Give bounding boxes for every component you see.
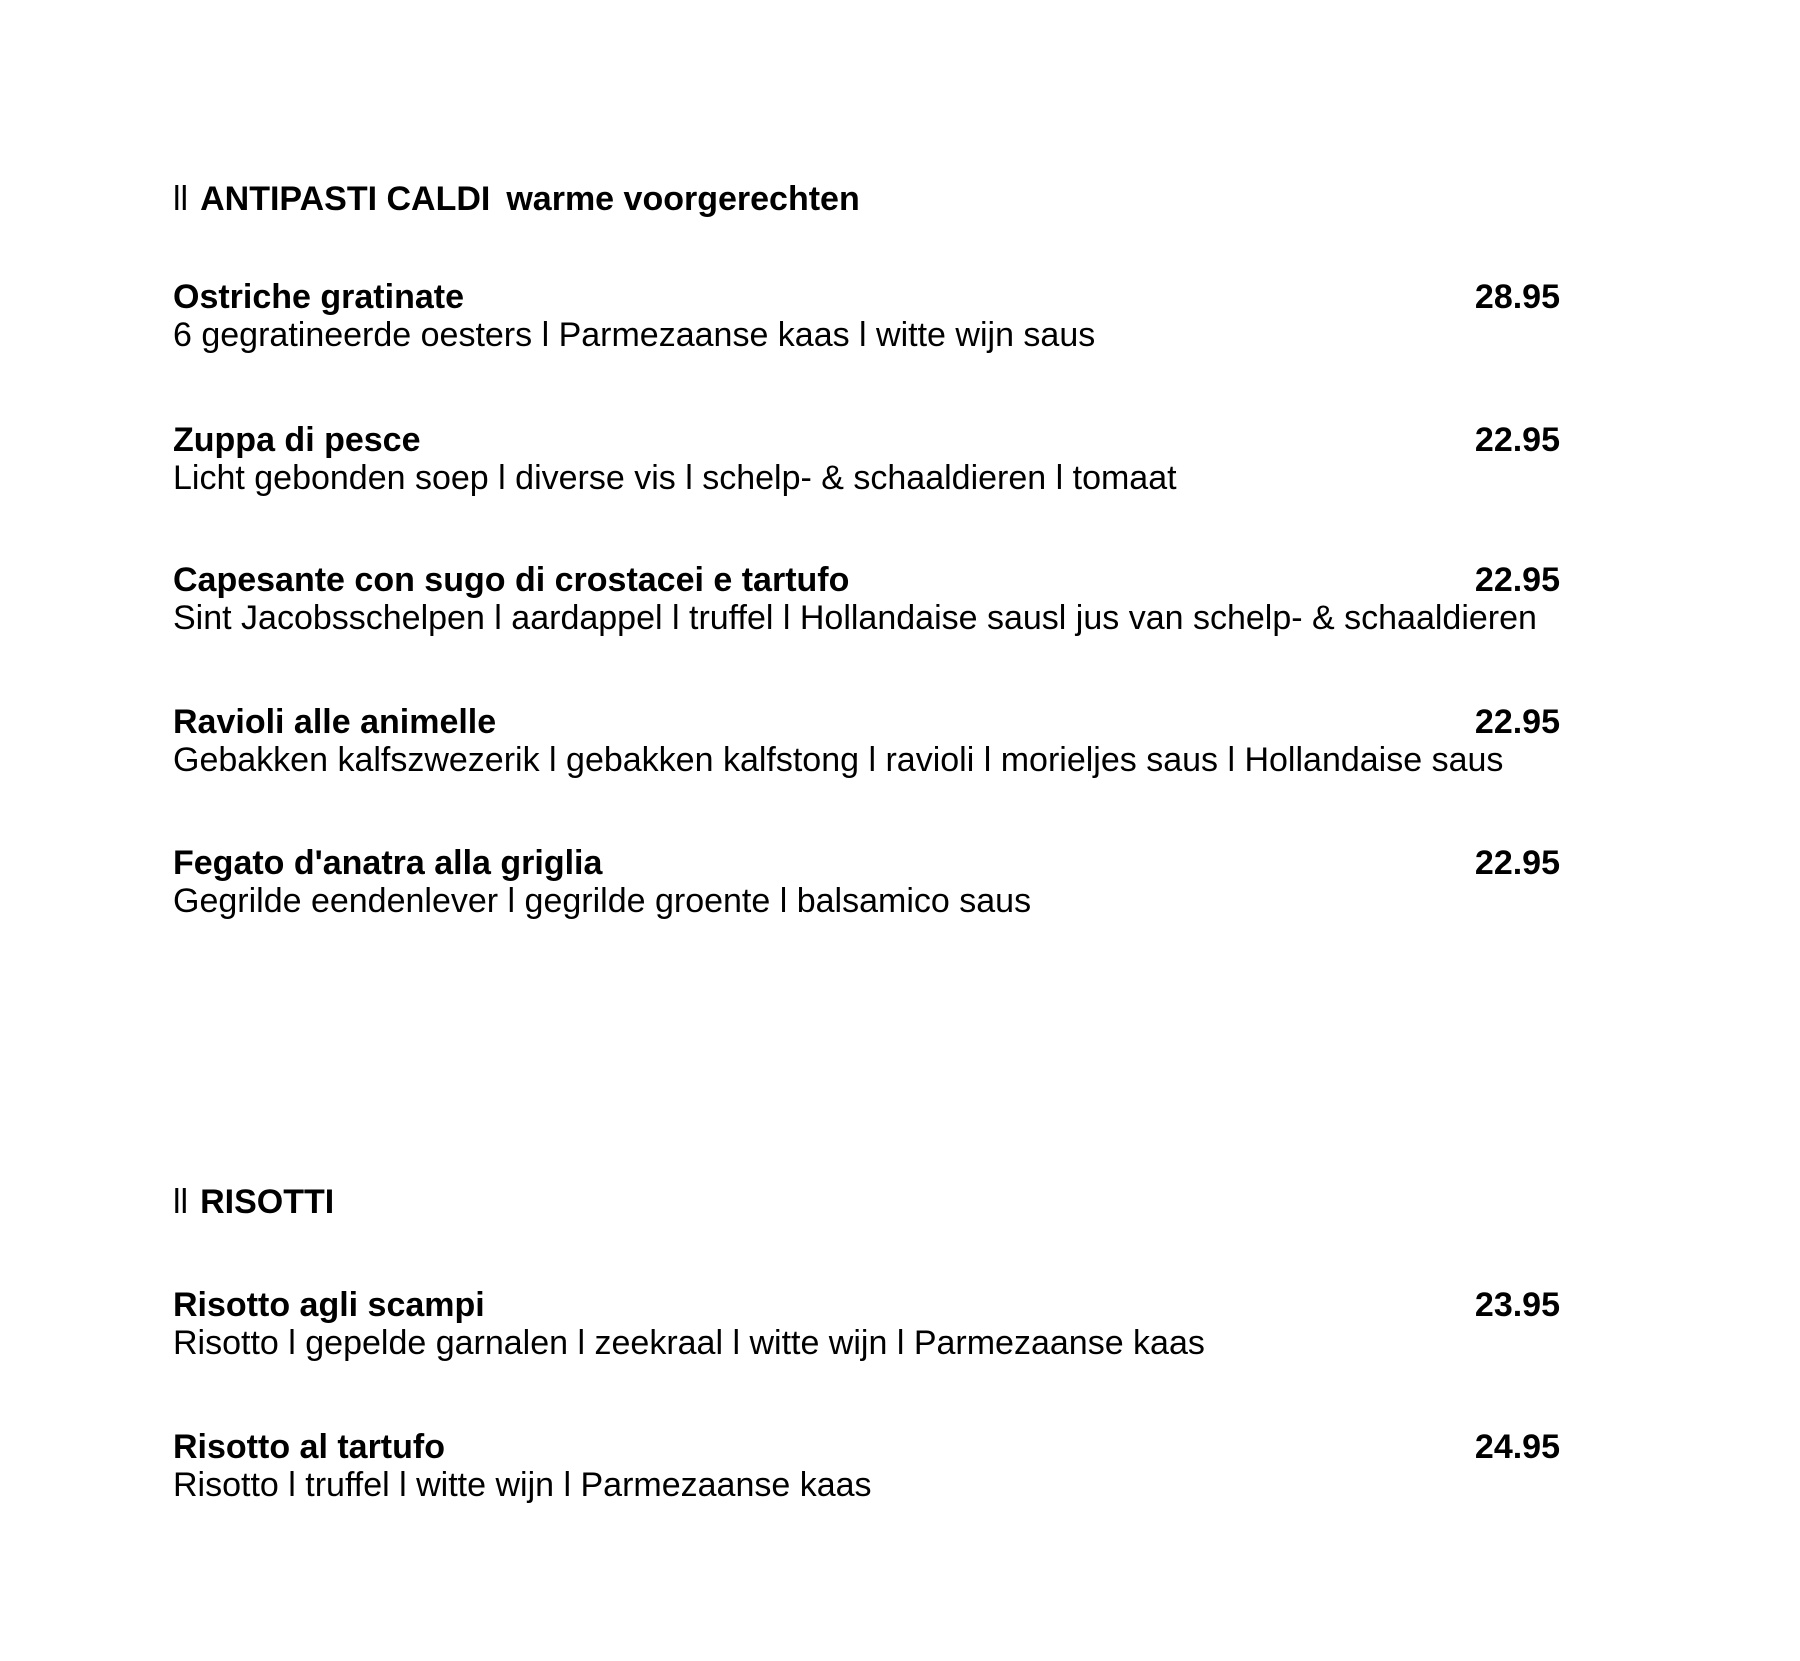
item-title-row xyxy=(173,1286,1560,1324)
item-title-row xyxy=(173,561,1560,599)
section-subtitle: warme voorgerechten xyxy=(506,180,860,218)
menu-item-ostriche-gratinate xyxy=(173,278,1560,354)
item-name: Ostriche gratinate xyxy=(173,278,464,316)
section-header-antipasti-caldi xyxy=(173,180,1560,218)
item-description: Gebakken kalfszwezerik l gebakken kalfstong l ravioli l morieljes saus l Hollandaise saus xyxy=(173,741,1504,779)
item-name: Fegato d'anatra alla griglia xyxy=(173,844,603,882)
section-title: ANTIPASTI CALDI xyxy=(200,180,491,218)
item-title-row xyxy=(173,421,1560,459)
section-marker: ll xyxy=(173,1183,189,1221)
menu-item-fegato-danatra xyxy=(173,844,1560,920)
menu-item-risotto-agli-scampi xyxy=(173,1286,1560,1362)
item-price: 24.95 xyxy=(1474,1428,1560,1466)
item-name: Ravioli alle animelle xyxy=(173,703,497,741)
item-title-row xyxy=(173,844,1560,882)
item-description: 6 gegratineerde oesters l Parmezaanse kaas l witte wijn saus xyxy=(173,316,1096,354)
item-title-row xyxy=(173,278,1560,316)
item-price: 22.95 xyxy=(1474,561,1560,599)
section-title: RISOTTI xyxy=(200,1183,335,1221)
item-description: Risotto l truffel l witte wijn l Parmezaanse kaas xyxy=(173,1466,872,1504)
item-price: 23.95 xyxy=(1474,1286,1560,1324)
menu-content xyxy=(173,0,1560,1661)
item-name: Risotto al tartufo xyxy=(173,1428,445,1466)
menu-item-ravioli-alle-animelle xyxy=(173,703,1560,779)
item-name: Zuppa di pesce xyxy=(173,421,421,459)
item-description: Gegrilde eendenlever l gegrilde groente l balsamico saus xyxy=(173,882,1032,920)
item-name: Risotto agli scampi xyxy=(173,1286,485,1324)
section-header-risotti xyxy=(173,1183,1560,1221)
item-price: 28.95 xyxy=(1474,278,1560,316)
item-name: Capesante con sugo di crostacei e tartufo xyxy=(173,561,850,599)
menu-item-capesante xyxy=(173,561,1560,637)
item-description: Sint Jacobsschelpen l aardappel l truffel l Hollandaise sausl jus van schelp- & schaaldieren xyxy=(173,599,1537,637)
item-price: 22.95 xyxy=(1474,703,1560,741)
item-title-row xyxy=(173,703,1560,741)
item-price: 22.95 xyxy=(1474,421,1560,459)
item-title-row xyxy=(173,1428,1560,1466)
item-description: Risotto l gepelde garnalen l zeekraal l witte wijn l Parmezaanse kaas xyxy=(173,1324,1205,1362)
item-description: Licht gebonden soep l diverse vis l schelp- & schaaldieren l tomaat xyxy=(173,459,1177,497)
section-marker: ll xyxy=(173,180,189,218)
menu-item-zuppa-di-pesce xyxy=(173,421,1560,497)
menu-item-risotto-al-tartufo xyxy=(173,1428,1560,1504)
item-price: 22.95 xyxy=(1474,844,1560,882)
